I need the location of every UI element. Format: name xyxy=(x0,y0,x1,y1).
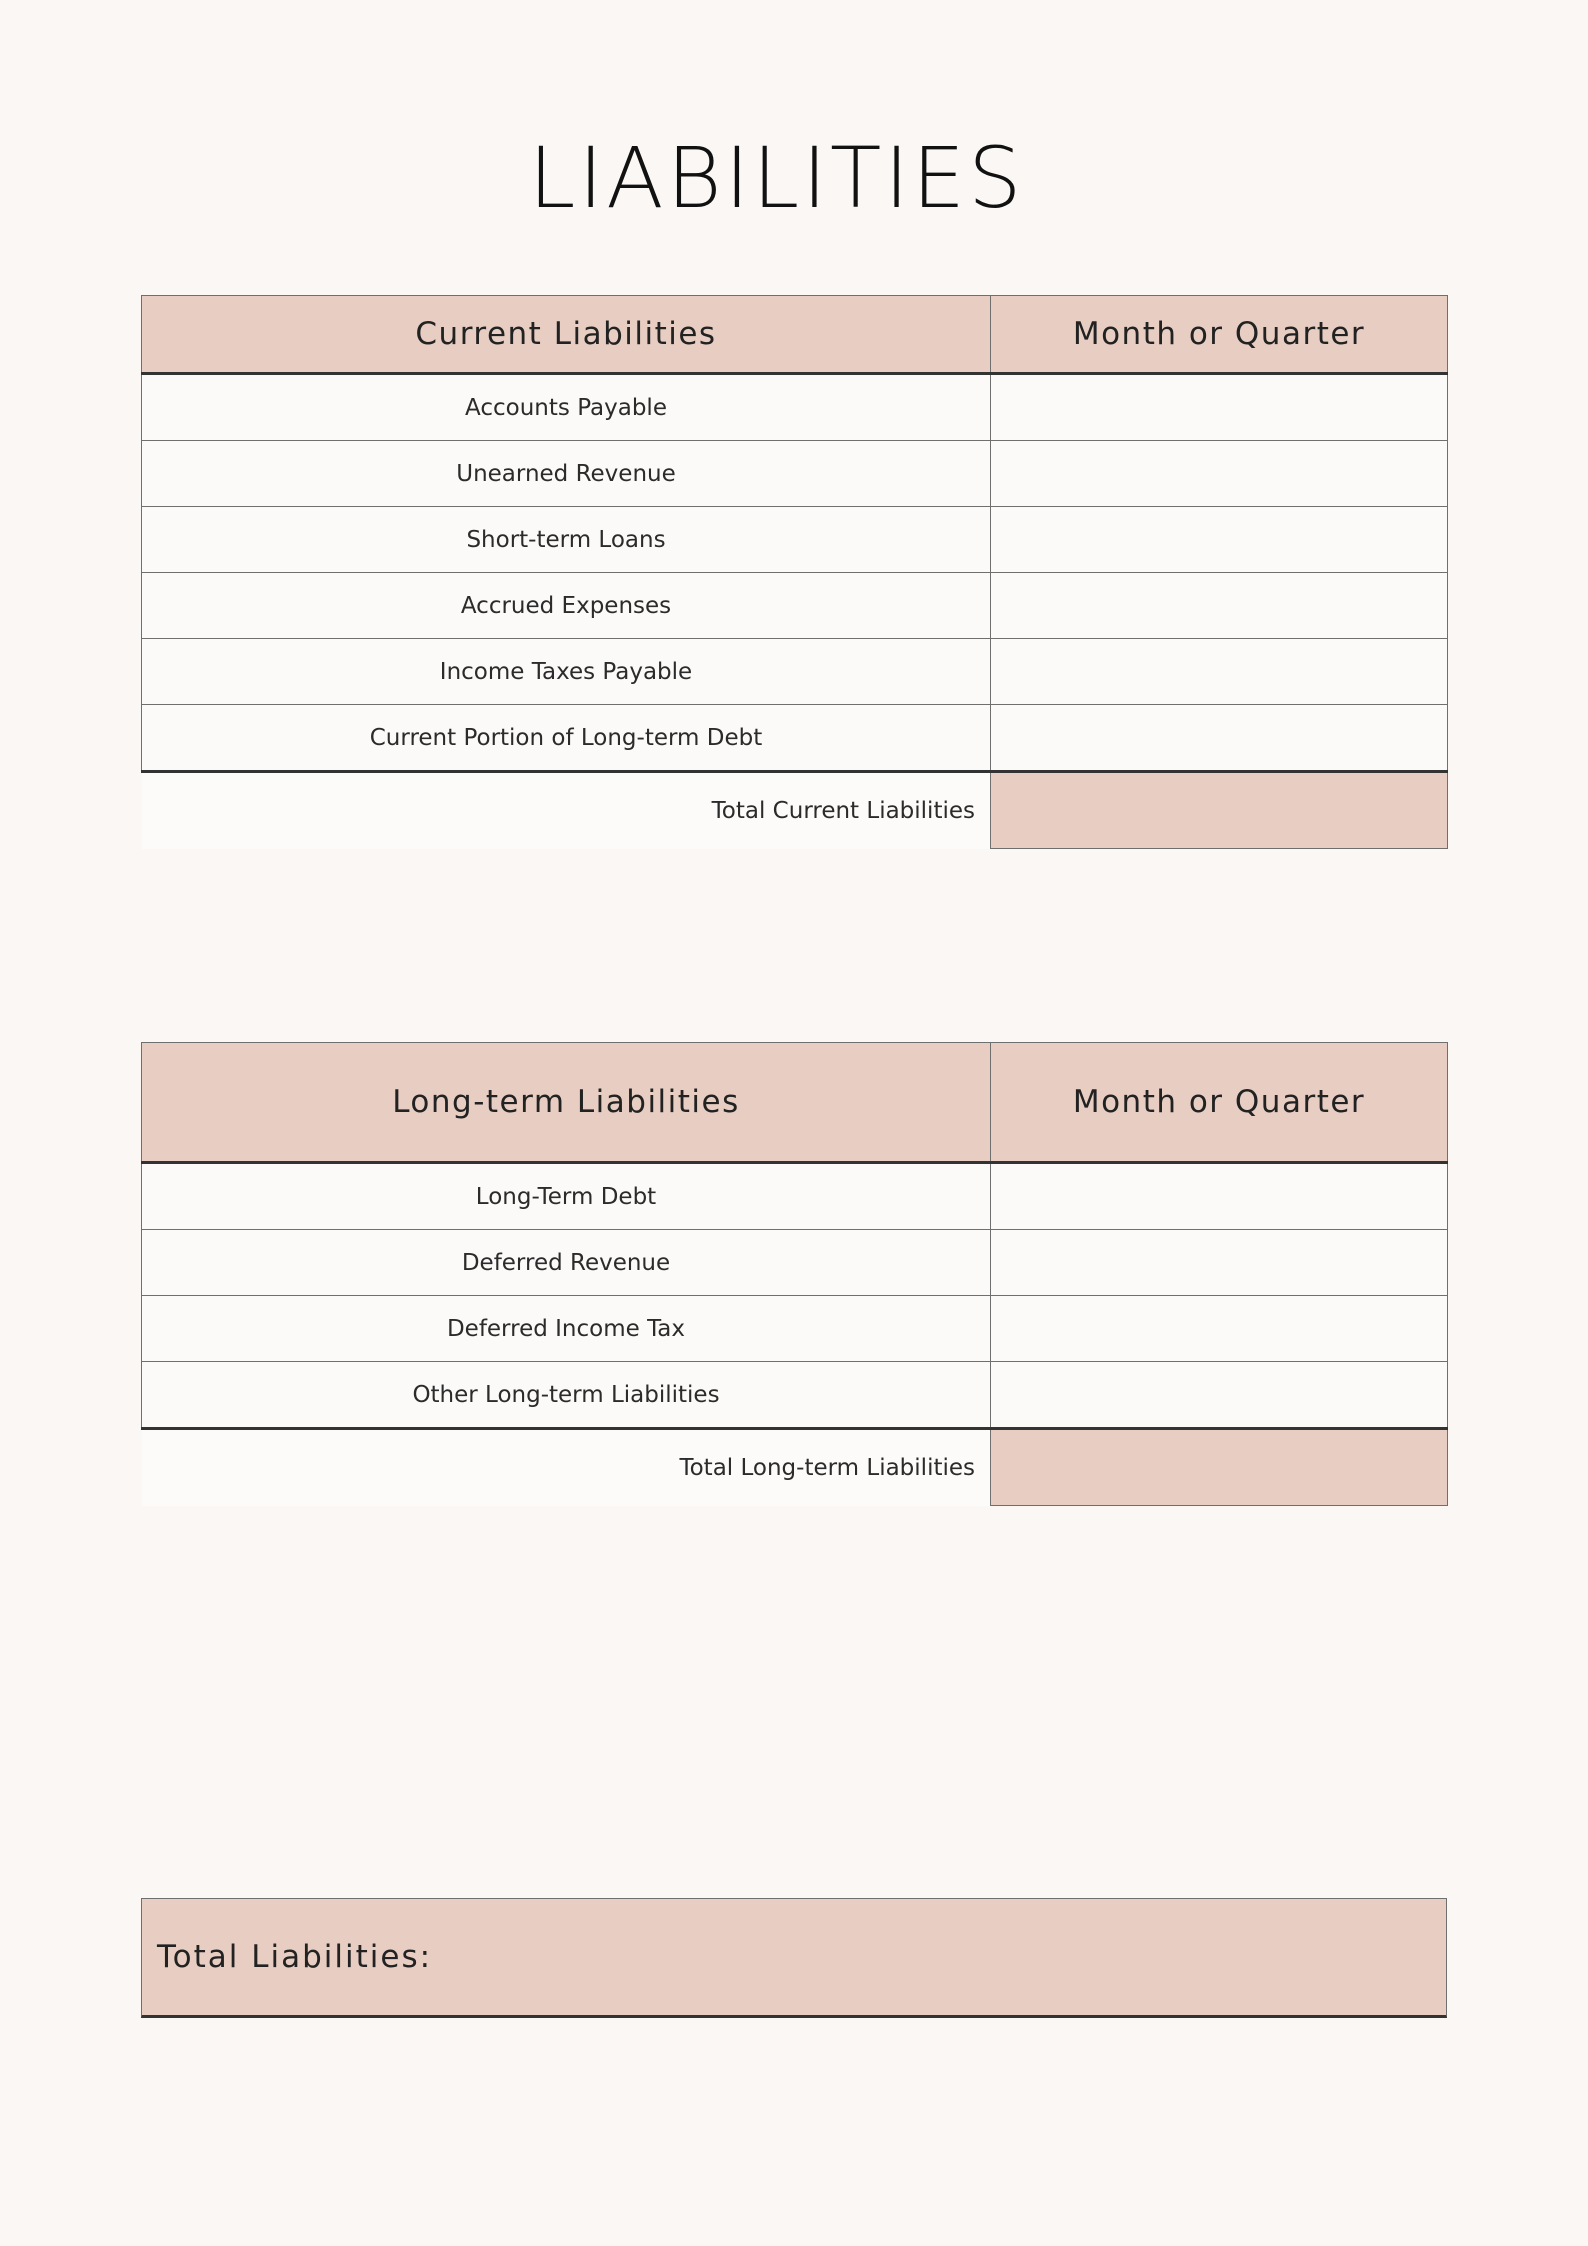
longterm-liabilities-header: Long-term Liabilities xyxy=(142,1043,991,1163)
amount-cell[interactable] xyxy=(991,507,1448,573)
amount-cell[interactable] xyxy=(991,374,1448,441)
item-label: Short-term Loans xyxy=(142,507,991,573)
total-row xyxy=(142,1429,1448,1506)
total-current-liabilities-label: Total Current Liabilities xyxy=(142,772,991,849)
amount-cell[interactable] xyxy=(991,441,1448,507)
amount-cell[interactable] xyxy=(991,1163,1448,1230)
amount-cell[interactable] xyxy=(991,639,1448,705)
amount-cell[interactable] xyxy=(991,1230,1448,1296)
table-row xyxy=(142,374,1448,441)
item-label: Accrued Expenses xyxy=(142,573,991,639)
table-row xyxy=(142,1362,1448,1429)
item-label: Accounts Payable xyxy=(142,374,991,441)
total-longterm-liabilities-value[interactable] xyxy=(991,1429,1448,1506)
current-liabilities-table xyxy=(141,295,1448,849)
total-liabilities-box[interactable] xyxy=(141,1898,1447,2018)
table-row xyxy=(142,1296,1448,1362)
item-label: Income Taxes Payable xyxy=(142,639,991,705)
item-label: Current Portion of Long-term Debt xyxy=(142,705,991,772)
longterm-liabilities-table xyxy=(141,1042,1448,1506)
table-row xyxy=(142,1163,1448,1230)
longterm-period-header: Month or Quarter xyxy=(991,1043,1448,1163)
item-label: Other Long-term Liabilities xyxy=(142,1362,991,1429)
table-row xyxy=(142,573,1448,639)
amount-cell[interactable] xyxy=(991,1362,1448,1429)
item-label: Unearned Revenue xyxy=(142,441,991,507)
item-label: Deferred Revenue xyxy=(142,1230,991,1296)
amount-cell[interactable] xyxy=(991,573,1448,639)
table-row xyxy=(142,705,1448,772)
total-row xyxy=(142,772,1448,849)
item-label: Deferred Income Tax xyxy=(142,1296,991,1362)
total-liabilities-label: Total Liabilities: xyxy=(157,1939,433,1975)
page-title: LIABILITIES xyxy=(528,129,1025,227)
table-row xyxy=(142,639,1448,705)
total-current-liabilities-value[interactable] xyxy=(991,772,1448,849)
total-longterm-liabilities-label: Total Long-term Liabilities xyxy=(142,1429,991,1506)
current-period-header: Month or Quarter xyxy=(991,296,1448,374)
table-row xyxy=(142,441,1448,507)
table-row xyxy=(142,507,1448,573)
item-label: Long-Term Debt xyxy=(142,1163,991,1230)
amount-cell[interactable] xyxy=(991,705,1448,772)
table-row xyxy=(142,1230,1448,1296)
current-liabilities-header: Current Liabilities xyxy=(142,296,991,374)
amount-cell[interactable] xyxy=(991,1296,1448,1362)
